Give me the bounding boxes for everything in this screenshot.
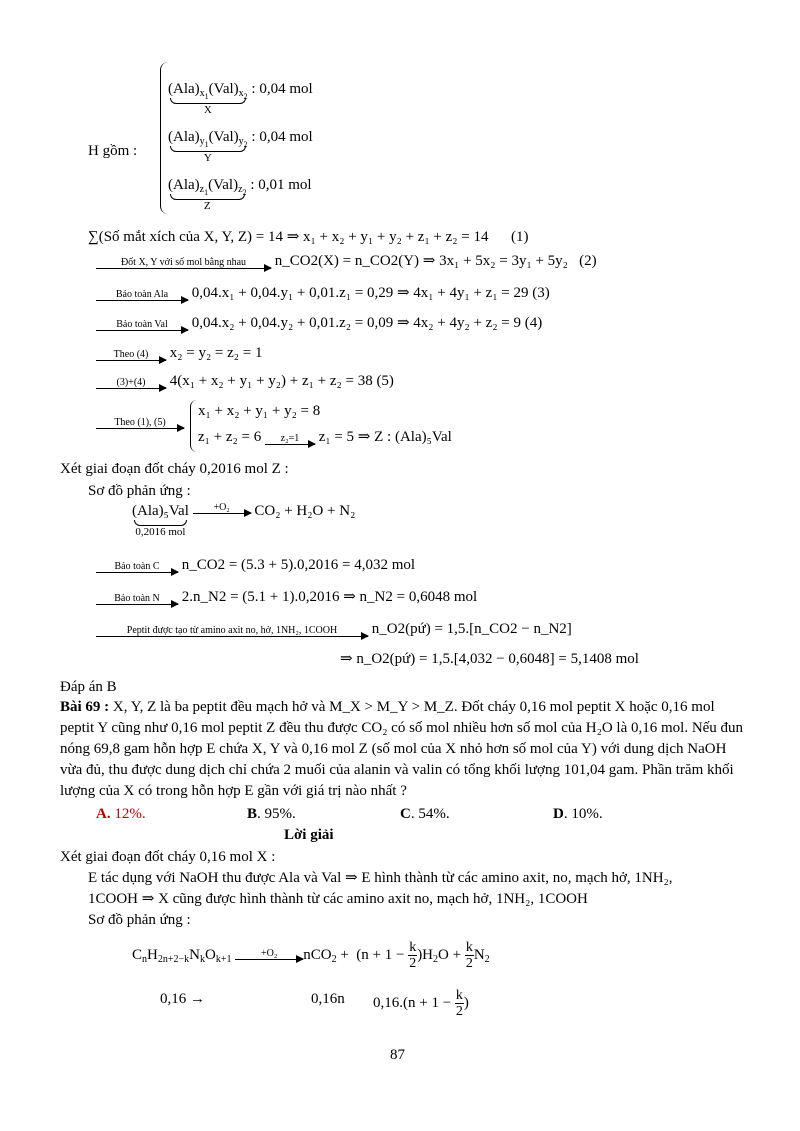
bt-n: Bảo toàn N 2.n_N2 = (5.1 + 1).0,2016 ⇒ n_N2 = 0,6048 mol (96, 588, 477, 608)
mol-h2o: 0,16.(n + 1 − $\frac{k}{2}$ ) (373, 988, 469, 1019)
option-a: A. 12%. (96, 806, 146, 822)
problem-text: X, Y, Z là ba peptit đều mạch hở và M_X > M_Y > M_Z. Đốt cháy 0,16 mol peptit X hoặc 0,16 mol peptit Y cũng như 0,16 mol peptit Z đều thu được CO₂ có số mol nhiều hơn số mol của H₂O là 0,16 mol. Nếu đun nóng 69,8 gam hỗn hợp E chứa X, Y và 0,16 mol Z (số mol của X nhỏ hơn số mol của Y) với dung dịch NaOH vừa đủ, thu được dung dịch chỉ chứa 2 muối của alanin và valin có tổng khối lượng 101,04 gam. Phần trăm khối lượng của X có trong hỗn hợp E gần với giá trị nào nhất ? (60, 699, 744, 799)
o2-line-2: ⇒ n_O2(pứ) = 1,5.[4,032 − 0,6048] = 5,1408 mol (340, 651, 639, 667)
h-label: H gồm : (88, 143, 138, 159)
mol-row: 0,16 → (160, 991, 205, 1007)
page-number: 87 (390, 1047, 405, 1063)
eq-6: (3)+(4) 4(x₁ + x₂ + y₁ + y₂) + z₁ + z₂ = 38 (5) (96, 372, 394, 392)
bt-c: Bảo toàn C n_CO2 = (5.3 + 5).0,2016 = 4,032 mol (96, 556, 415, 576)
eq-5: Theo (4) x₂ = y₂ = z₂ = 1 (96, 344, 262, 364)
e-text-1: E tác dụng với NaOH thu được Ala và Val ⇒ E hình thành từ các amino axit, no, mạch hở, 1NH₂, (88, 870, 673, 886)
option-b: B. 95%. (247, 806, 296, 822)
eq-2: Đốt X, Y với số mol bằng nhau n_CO2(X) = n_CO2(Y) ⇒ 3x₁ + 5x₂ = 3y₁ + 5y₂ (2) (96, 252, 597, 272)
mol-co2: 0,16n (311, 991, 345, 1007)
solution-heading: Lời giải (284, 827, 334, 843)
eq-sum: ∑(Số mắt xích của X, Y, Z) = 14 ⇒ x₁ + x₂ + y₁ + y₂ + z₁ + z₂ = 14 (1) (88, 229, 529, 245)
o2-line-1: Peptit được tạo từ amino axit no, hở, 1NH₂, 1COOH n_O2(pứ) = 1,5.[n_CO2 − n_N2] (96, 620, 572, 640)
h-item-y: $(Ala)_{y_1}(Val)_{y_2}$ Y : 0,04 mol (168, 129, 313, 164)
h-item-x: $(Ala)_{x_1}(Val)_{x_2}$ X : 0,04 mol (168, 81, 313, 116)
option-d: D. 10%. (553, 806, 603, 822)
stage-x-heading: Xét giai đoạn đốt cháy 0,16 mol X : (60, 849, 276, 865)
answer-label: Đáp án B (60, 679, 117, 695)
eq-7b: z₁ + z₂ = 6 z₂=1 z₁ = 5 ⇒ Z : (Ala)₅Val (198, 429, 452, 445)
problem-label: Bài 69 : (60, 699, 110, 715)
eq-4: Bảo toàn Val 0,04.x₂ + 0,04.y₂ + 0,01.z₂ = 0,09 ⇒ 4x₂ + 4y₂ + z₂ = 9 (4) (96, 314, 542, 334)
stage-z-heading: Xét giai đoạn đốt cháy 0,2016 mol Z : (60, 461, 289, 477)
eq-7a: x₁ + x₂ + y₁ + y₂ = 8 (198, 403, 321, 419)
eq-3: Bảo toàn Ala 0,04.x₁ + 0,04.y₁ + 0,01.z₁ = 0,29 ⇒ 4x₁ + 4y₁ + z₁ = 29 (3) (96, 284, 550, 304)
eq-7-brace (190, 400, 197, 452)
so-do-label-2: Sơ đồ phản ứng : (88, 912, 191, 928)
h-item-z: $(Ala)_{z_1}(Val)_{z_2}$ Z : 0,01 mol (168, 177, 312, 212)
option-c: C. 54%. (400, 806, 450, 822)
so-do-label: Sơ đồ phản ứng : (88, 483, 191, 499)
e-text-2: 1COOH ⇒ X cũng được hình thành từ các amino axit no, mạch hở, 1NH₂, 1COOH (88, 891, 588, 907)
reaction-x: $C_nH_{2n+2-k}N_kO_{k+1}$ +O₂ nCO$_2$ + (n + 1 − $\frac{k}{2}$ )$H_2O$ + $\frac{k}{2}$ $N_2$ (132, 940, 490, 971)
eq-7-arrow: Theo (1), (5) (96, 412, 184, 432)
problem-69 (60, 697, 750, 802)
reaction-z: (Ala)₅Val 0,2016 mol +O₂ CO₂ + H₂O + N₂ (132, 502, 356, 538)
